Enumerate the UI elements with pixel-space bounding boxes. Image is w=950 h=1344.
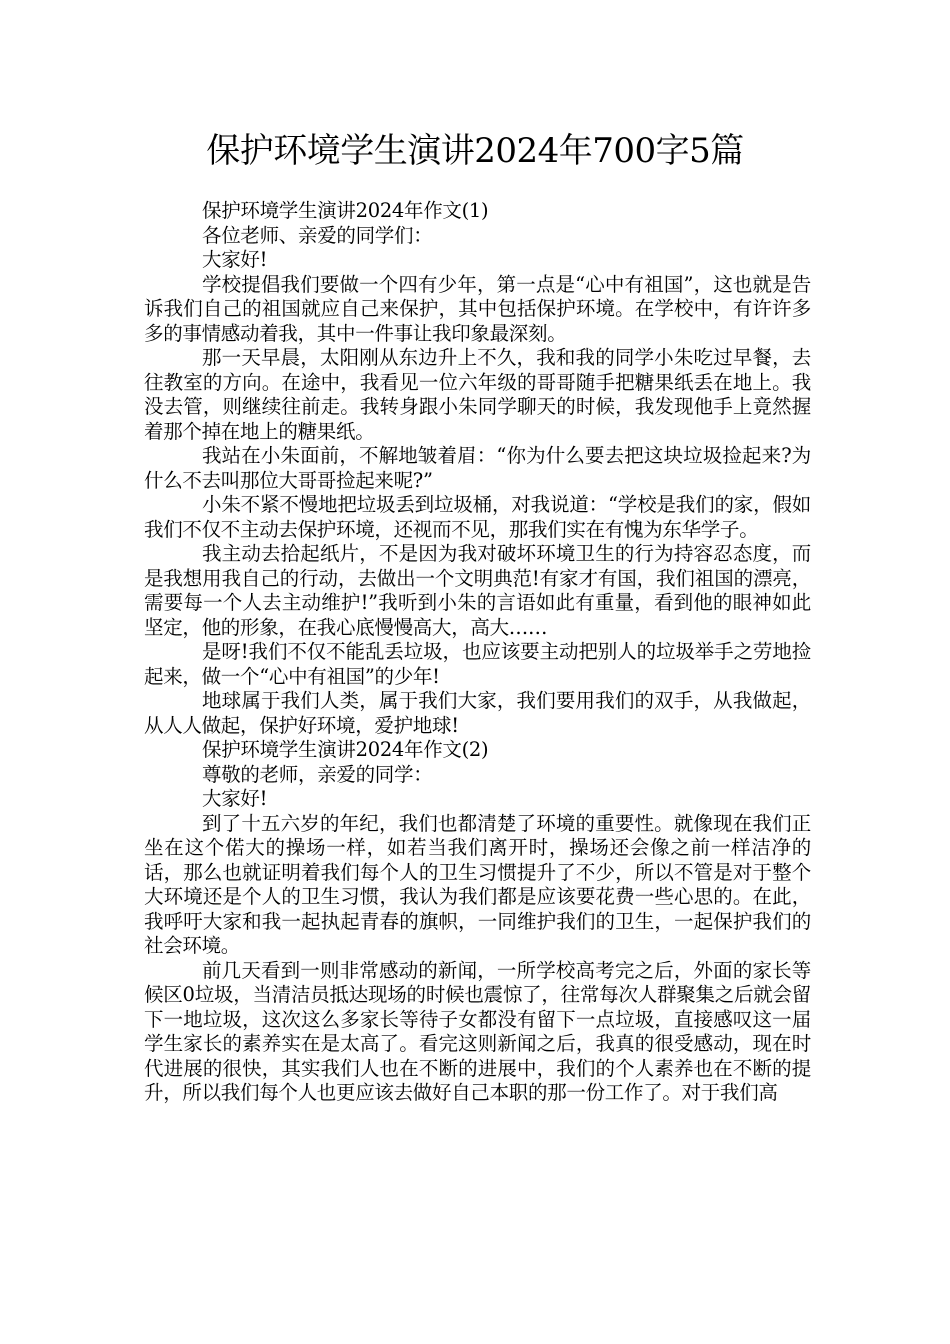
body-paragraph: 地球属于我们人类，属于我们大家，我们要用我们的双手，从我做起，从人人做起，保护好环境，爱护地球! xyxy=(144,689,811,737)
body-paragraph: 是呀!我们不仅不能乱丢垃圾，也应该要主动把别人的垃圾举手之劳地捡起来，做一个“心中有祖国”的少年! xyxy=(144,640,811,688)
body-paragraph: 前几天看到一则非常感动的新闻，一所学校高考完之后，外面的家长等候区0垃圾，当清洁员抵达现场的时候也震惊了，往常每次人群聚集之后就会留下一地垃圾，这次这么多家长等待子女都没有留下一点垃圾，直接感叹这一届学生家长的素养实在是太高了。看完这则新闻之后，我真的很受感动，现在时代进展的很快，其实我们人也在不断的进展中，我们的个人素养也在不断的提升，所以我们每个人也更应该去做好自己本职的那一份工作了。对于我们高 xyxy=(144,958,811,1104)
body-paragraph: 学校提倡我们要做一个四有少年，第一点是“心中有祖国”，这也就是告诉我们自己的祖国就应自己来保护，其中包括保护环境。在学校中，有许许多多的事情感动着我，其中一件事让我印象最深刻。 xyxy=(144,272,811,345)
body-paragraph: 我站在小朱面前，不解地皱着眉：“你为什么要去把这块垃圾捡起来?为什么不去叫那位大哥哥捡起来呢?” xyxy=(144,444,811,492)
body-paragraph: 小朱不紧不慢地把垃圾丢到垃圾桶，对我说道：“学校是我们的家，假如我们不仅不主动去保护环境，还视而不见，那我们实在有愧为东华学子。 xyxy=(144,493,811,541)
body-paragraph: 到了十五六岁的年纪，我们也都清楚了环境的重要性。就像现在我们正坐在这个偌大的操场一样，如若当我们离开时，操场还会像之前一样洁净的话，那么也就证明着我们每个人的卫生习惯提升了不少，所以不管是对于整个大环境还是个人的卫生习惯，我认为我们都是应该要花费一些心思的。在此，我呼吁大家和我一起执起青春的旗帜，一同维护我们的卫生，一起保护我们的社会环境。 xyxy=(144,811,811,957)
body-paragraph: 我主动去拾起纸片，不是因为我对破坏环境卫生的行为持容忍态度，而是我想用我自己的行动，去做出一个文明典范!有家才有国，我们祖国的漂亮，需要每一个人去主动维护!”我听到小朱的言语如此有重量，看到他的眼神如此坚定，他的形象，在我心底慢慢高大，高大…… xyxy=(144,542,811,639)
essay-2-heading: 保护环境学生演讲2024年作文(2) xyxy=(202,738,489,761)
document-title: 保护环境学生演讲2024年700字5篇 xyxy=(206,131,744,171)
greeting: 大家好! xyxy=(202,787,268,810)
body-paragraph: 那一天早晨，太阳刚从东边升上不久，我和我的同学小朱吃过早餐，去往教室的方向。在途中，我看见一位六年级的哥哥随手把糖果纸丢在地上。我没去管，则继续往前走。我转身跟小朱同学聊天的时候，我发现他手上竟然握着那个掉在地上的糖果纸。 xyxy=(144,346,811,443)
greeting: 大家好! xyxy=(202,248,268,271)
document-body xyxy=(144,199,811,1106)
salutation: 尊敬的老师，亲爱的同学： xyxy=(202,762,433,786)
essay-1-heading: 保护环境学生演讲2024年作文(1) xyxy=(202,199,489,222)
salutation: 各位老师、亲爱的同学们： xyxy=(202,223,433,247)
